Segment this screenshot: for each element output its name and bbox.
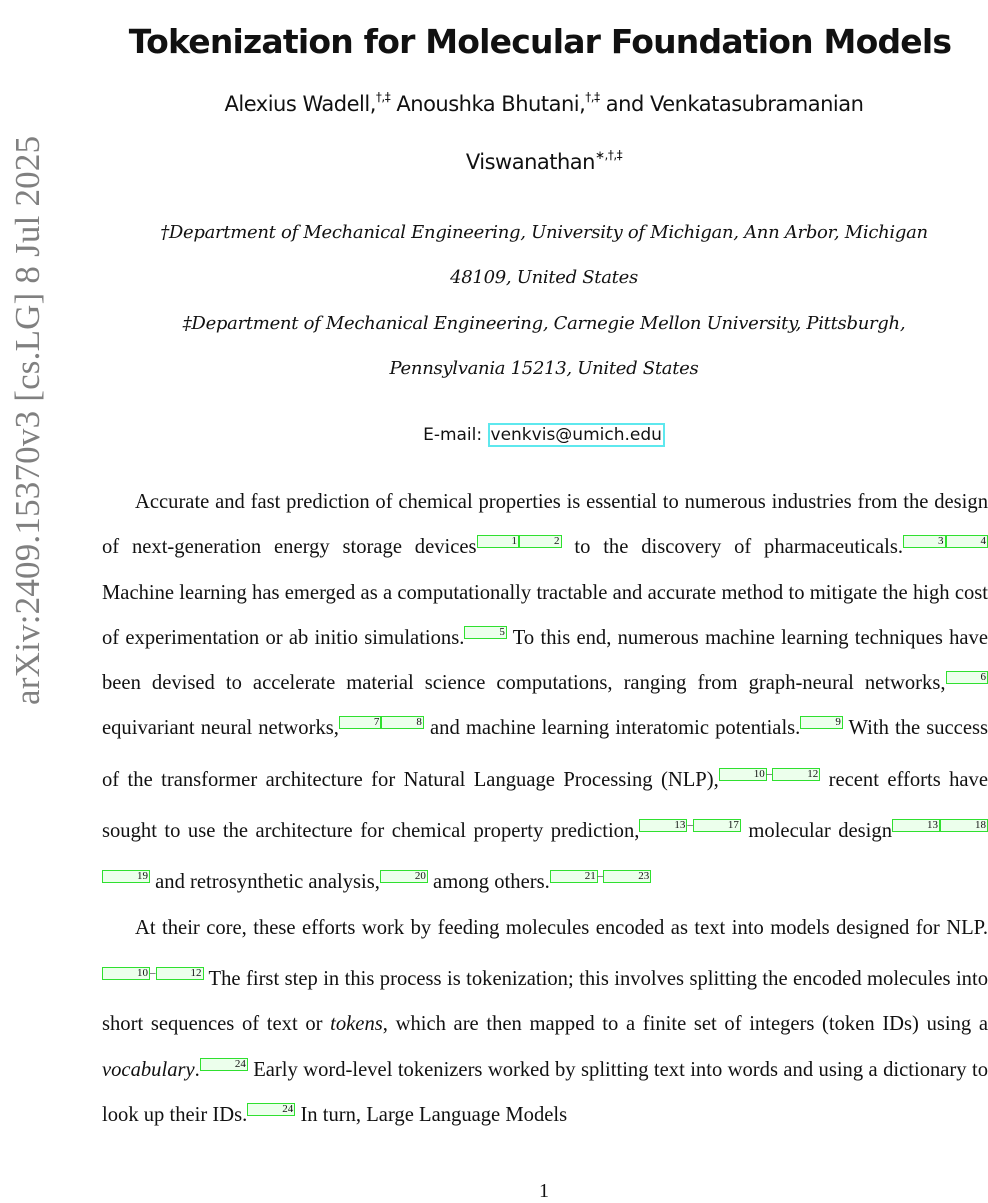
author-marks: †,‡: [585, 90, 599, 104]
text-run: equivariant neural networks,: [102, 717, 339, 739]
citation-link[interactable]: 10: [719, 768, 767, 781]
text-run: and retrosynthetic analysis,: [150, 871, 380, 893]
email-link[interactable]: venkvis@umich.edu: [488, 423, 665, 447]
citation-link[interactable]: 2: [519, 535, 562, 548]
text-run: and machine learning interatomic potentials.: [424, 717, 800, 739]
affiliation-line: 48109, United States: [100, 267, 988, 288]
body-text: [102, 480, 988, 1138]
affiliation-line: †Department of Mechanical Engineering, University of Michigan, Ann Arbor, Michigan: [100, 222, 988, 243]
citation-link[interactable]: 20: [380, 870, 428, 883]
author-line-1: [100, 92, 988, 116]
text-run: , which are then mapped to a finite set of integers (token IDs) using a: [383, 1013, 988, 1035]
text-run: Machine learning has emerged as a computationally tractable and accurate method to mitigate the high cost of experimentation or ab initio simulations.: [102, 582, 988, 649]
citation-link[interactable]: 12: [772, 768, 820, 781]
citation-link[interactable]: 21: [550, 870, 598, 883]
citation-link[interactable]: 17: [693, 819, 741, 832]
citation-link[interactable]: 12: [156, 967, 204, 980]
citation-link[interactable]: 3: [903, 535, 946, 548]
paragraph-1: Accurate and fast prediction of chemical properties is essential to numerous industries from the design of next-generation energy storage devices 1 2 to the discovery of pharmaceuticals. 3 4 Machine learning has emerged as a computationally tractable and accurate method to mitigate the high cost of experimentation or ab initio simulations. 5 To this end, numerous machine learning techniques have been devised to accelerate material science computations, ranging from graph-neural networks, 6 equivariant neural networks, 7 8 and machine learning interatomic potentials. 9 With the success of the transformer architecture for Natural Language Processing (NLP), 10 – 12 recent efforts have sought to use the architecture for chemical property prediction, 13 – 17 molecular design 13 1819 and retrosynthetic analysis, 20 among others. 21 – 23: [102, 480, 988, 906]
citation-link[interactable]: 13: [639, 819, 687, 832]
citation-link[interactable]: 8: [381, 716, 424, 729]
citation-link[interactable]: 24: [200, 1058, 248, 1071]
citation-link[interactable]: 23: [603, 870, 651, 883]
citation-link[interactable]: 6: [946, 671, 988, 684]
emphasis-term: vocabulary: [102, 1059, 195, 1081]
email-line: [100, 425, 988, 445]
citation-link[interactable]: 1: [477, 535, 520, 548]
text-run: recent efforts have sought to use the architecture for chemical property prediction,: [102, 769, 988, 842]
affiliation-line: Pennsylvania 15213, United States: [100, 358, 988, 379]
author-name: and Venkatasubramanian: [606, 92, 864, 116]
author-name: Alexius Wadell,: [225, 92, 376, 116]
citation-link[interactable]: 4: [946, 535, 988, 548]
text-run: To this end, numerous machine learning techniques have been devised to accelerate material science computations, ranging from graph-neural networks,: [102, 627, 988, 694]
author-name: Viswanathan: [466, 150, 595, 174]
citation-link[interactable]: 7: [339, 716, 382, 729]
author-name: Anoushka Bhutani,: [396, 92, 585, 116]
citation-link[interactable]: 5: [464, 626, 507, 639]
page-number: 1: [0, 1180, 988, 1203]
text-run: to the discovery of pharmaceuticals.: [562, 536, 903, 558]
author-marks: †,‡: [376, 90, 390, 104]
email-label: E-mail:: [423, 425, 482, 445]
text-run: Early word-level tokenizers worked by splitting text into words and using a dictionary to look up their IDs.: [102, 1059, 988, 1126]
paragraph-2: At their core, these efforts work by feeding molecules encoded as text into models designed for NLP.10 – 12 The first step in this process is tokenization; this involves splitting the encoded molecules into short sequences of text or tokens, which are then mapped to a finite set of integers (token IDs) using a vocabulary. 24 Early word-level tokenizers worked by splitting text into words and using a dictionary to look up their IDs. 24 In turn, Large Language Models: [102, 906, 988, 1138]
text-run: With the success of the transformer architecture for Natural Language Processing (NLP),: [102, 717, 988, 790]
arxiv-stamp: arXiv:2409.15370v3 [cs.LG] 8 Jul 2025: [8, 136, 48, 705]
text-run: The first step in this process is tokenization; this involves splitting the encoded molecules into short sequences of text or: [102, 968, 988, 1035]
text-run: among others.: [428, 871, 550, 893]
paper-title: Tokenization for Molecular Foundation Models: [0, 22, 988, 62]
text-run: At their core, these efforts work by feeding molecules encoded as text into models designed for NLP.: [135, 917, 988, 939]
text-run: molecular design: [741, 820, 892, 842]
emphasis-term: tokens: [330, 1013, 383, 1035]
citation-link[interactable]: 10: [102, 967, 150, 980]
citation-link[interactable]: 19: [102, 870, 150, 883]
author-marks: ∗,†,‡: [595, 148, 622, 162]
text-run: .: [195, 1059, 200, 1081]
citation-link[interactable]: 9: [800, 716, 843, 729]
text-run: Accurate and fast prediction of chemical properties is essential to numerous industries from the design of next-generation energy storage devices: [102, 491, 988, 558]
author-line-2: [100, 150, 988, 174]
text-run: In turn, Large Language Models: [295, 1104, 567, 1126]
citation-link[interactable]: 18: [940, 819, 988, 832]
citation-link[interactable]: 24: [247, 1103, 295, 1116]
citation-link[interactable]: 13: [892, 819, 940, 832]
affiliation-line: ‡Department of Mechanical Engineering, Carnegie Mellon University, Pittsburgh,: [100, 313, 988, 334]
